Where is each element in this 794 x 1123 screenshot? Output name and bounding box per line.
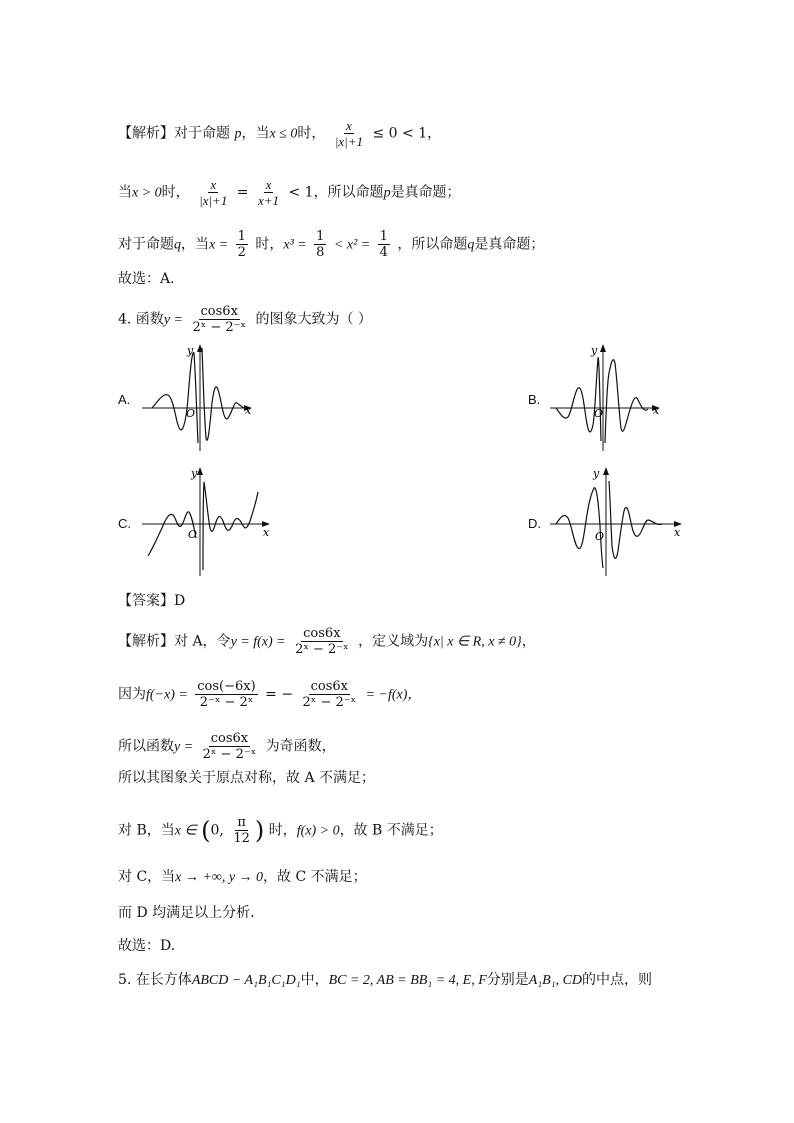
option-b-label: B.	[528, 392, 541, 407]
svg-text:y: y	[593, 467, 600, 480]
svg-text:O: O	[186, 407, 196, 420]
svg-text:x: x	[245, 404, 252, 417]
option-d-label: D.	[528, 516, 541, 531]
analysis-line-3: 对于命题q，当x = $\frac{1}{2}$ 时，x³ = $\frac{1}{8}$ < x² = $\frac{1}{4}$ ，所以命题q是真命题；	[118, 229, 545, 260]
fraction: $\frac{1}{4}$	[379, 229, 388, 260]
option-a-label: A.	[118, 392, 131, 407]
analysis-4-line-6: 对 C，当x → +∞, y → 0，故 C 不满足；	[118, 869, 367, 885]
option-c-label: C.	[118, 516, 131, 531]
fraction: $\frac{\pi}{12}$	[233, 815, 250, 846]
svg-text:O: O	[594, 407, 604, 420]
svg-text:x: x	[263, 526, 270, 539]
fraction: $\frac{\cos 6x}{\text{2ˣ − 2⁻ˣ}}$	[192, 304, 247, 335]
analysis-4-line-8: 故选：D.	[118, 938, 176, 954]
analysis-4-line-3: 所以函数y = $\frac{\cos 6x}{\text{2ˣ − 2⁻ˣ}}$ 为奇函数，	[118, 731, 336, 762]
fraction: $\frac{\cos(-6x)}{\text{2⁻ˣ − 2ˣ}}$	[197, 679, 256, 710]
svg-text:y: y	[191, 467, 198, 480]
question-5-stem: 5. 在长方体ABCD − A₁B₁C₁D₁中，BC = 2, AB = BB₁ = 4, E, F分别是A₁B₁, CD的中点，则	[118, 972, 653, 988]
graph-option-a	[140, 343, 260, 451]
svg-text:O: O	[595, 530, 605, 543]
svg-text:y: y	[591, 344, 598, 357]
analysis-4-line-7: 而 D 均满足以上分析.	[118, 905, 255, 921]
fraction: $\frac{\cos 6x}{\text{2ˣ − 2⁻ˣ}}$	[202, 731, 257, 762]
graph-option-b	[548, 343, 668, 451]
fraction: $\frac{x}{|x|+1}$	[334, 118, 364, 149]
fraction: $\frac{1}{2}$	[237, 229, 246, 260]
analysis-4-line-1: 【解析】对 A，令y = f(x) = $\frac{\cos 6x}{\text{2ˣ − 2⁻ˣ}}$ ，定义域为{x| x ∈ R, x ≠ 0}，	[118, 626, 536, 657]
analysis-line-2: 当x > 0时， $\frac{x}{|x|+1}$ = $\frac{x}{x+1}$ < 1，所以命题p是真命题；	[118, 177, 461, 208]
svg-text:x: x	[674, 526, 681, 539]
fraction: $\frac{\cos 6x}{\text{2ˣ − 2⁻ˣ}}$	[295, 626, 349, 657]
svg-text:x: x	[653, 404, 660, 417]
graph-option-c	[140, 466, 280, 576]
fraction: $\frac{x}{x+1}$	[257, 177, 280, 208]
question-4-stem: 4. 函数y = $\frac{\cos 6x}{\text{2ˣ − 2⁻ˣ}}$ 的图象大致为（ ）	[118, 304, 372, 335]
svg-text:O: O	[188, 528, 198, 541]
analysis-4-line-4: 所以其图象关于原点对称，故 A 不满足；	[118, 770, 376, 786]
answer-4: 【答案】D	[118, 593, 186, 609]
fraction: $\frac{x}{|x|+1}$	[199, 177, 228, 208]
graph-option-d	[548, 466, 688, 576]
analysis-4-line-5: 对 B，当x ∈ (0, $\frac{\pi}{12}$ ) 时，f(x) > 0，故 B 不满足；	[118, 815, 443, 846]
svg-text:y: y	[187, 344, 194, 357]
fraction: $\frac{\cos 6x}{\text{2ˣ − 2⁻ˣ}}$	[302, 679, 357, 710]
analysis-tag: 【解析】	[118, 125, 174, 142]
analysis-answer: 故选：A.	[118, 271, 175, 287]
analysis-4-line-2: 因为f(−x) = $\frac{\cos(-6x)}{\text{2⁻ˣ − 2ˣ}}$ = − $\frac{\cos 6x}{\text{2ˣ − 2⁻ˣ}}$ = −f(x)，	[118, 679, 422, 710]
fraction: $\frac{1}{8}$	[316, 229, 325, 260]
analysis-line-1: 【解析】对于命题 p，当x ≤ 0时， $\frac{x}{|x|+1}$ ≤ 0 < 1，	[118, 118, 442, 149]
